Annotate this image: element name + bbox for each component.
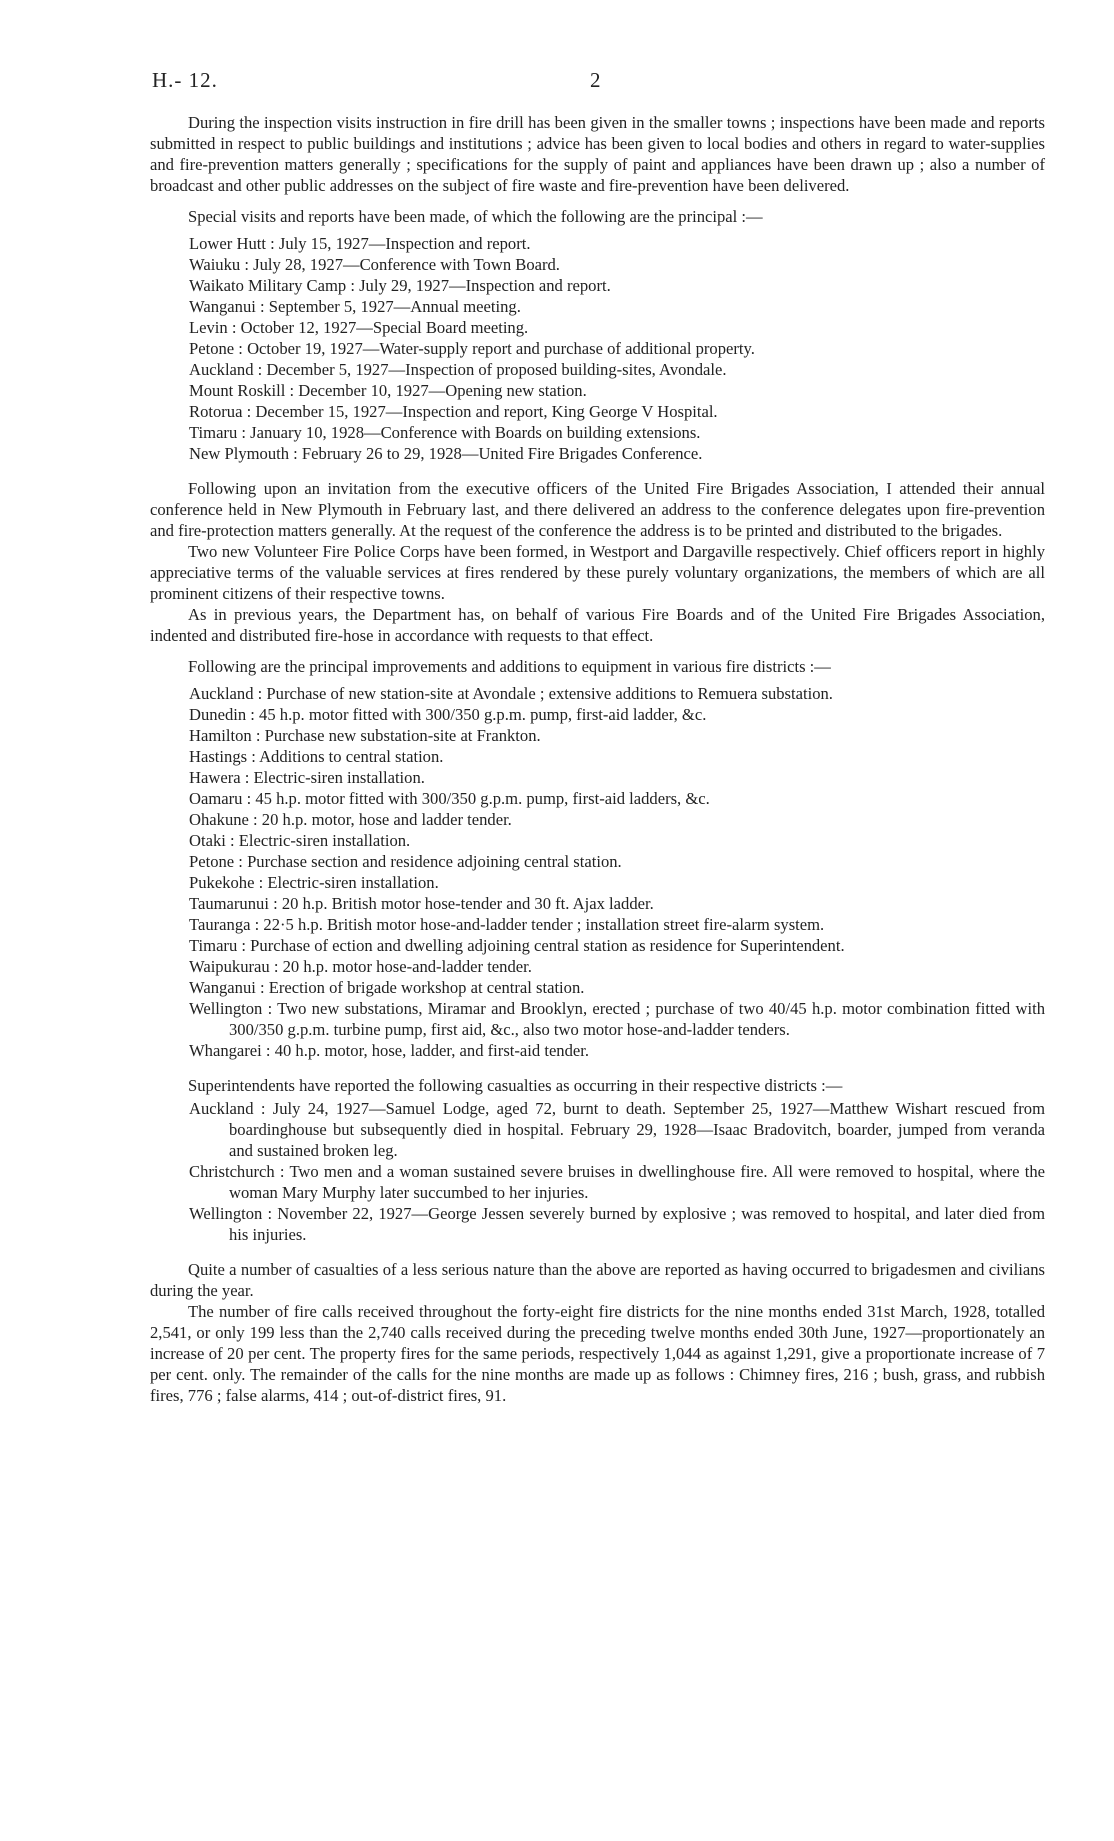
list-item: Petone : October 19, 1927—Water-supply report and purchase of additional property. <box>189 339 755 358</box>
fire-police-paragraph: Two new Volunteer Fire Police Corps have been formed, in Westport and Dargaville respectively. Chief officers report in highly appreciative terms of the valuable services at fires rendered by these purely voluntary organizations, the members of which are all prominent citizens of their respective towns. <box>150 542 1045 603</box>
list-item: Waiuku : July 28, 1927—Conference with Town Board. <box>189 255 560 274</box>
improvements-lead: Following are the principal improvements and additions to equipment in various fire districts :— <box>188 657 831 676</box>
list-item: Waikato Military Camp : July 29, 1927—Inspection and report. <box>189 276 611 295</box>
list-item: Wanganui : September 5, 1927—Annual meeting. <box>189 297 521 316</box>
list-item: Rotorua : December 15, 1927—Inspection and report, King George V Hospital. <box>189 402 718 421</box>
list-item: Oamaru : 45 h.p. motor fitted with 300/350 g.p.m. pump, first-aid ladders, &c. <box>189 789 710 808</box>
list-item: Wanganui : Erection of brigade workshop at central station. <box>189 978 585 997</box>
list-item: Auckland : Purchase of new station-site at Avondale ; extensive additions to Remuera substation. <box>189 684 833 703</box>
list-item: Mount Roskill : December 10, 1927—Opening new station. <box>189 381 587 400</box>
list-item: Auckland : July 24, 1927—Samuel Lodge, aged 72, burnt to death. September 25, 1927—Matthew Wishart rescued from boardinghouse but subsequently died in hospital. February 29, 1928—Isaac Bradovitch, boarder, jumped from veranda and sustained broken leg. <box>189 1099 1045 1160</box>
special-visits-lead: Special visits and reports have been made, of which the following are the principal :— <box>188 207 763 226</box>
list-item: Auckland : December 5, 1927—Inspection of proposed building-sites, Avondale. <box>189 360 727 379</box>
list-item: Petone : Purchase section and residence adjoining central station. <box>189 852 622 871</box>
list-item: Timaru : Purchase of ection and dwelling adjoining central station as residence for Superintendent. <box>189 936 845 955</box>
list-item: Levin : October 12, 1927—Special Board meeting. <box>189 318 529 337</box>
casualties-list <box>150 1098 1045 1245</box>
casualties-lead: Superintendents have reported the following casualties as occurring in their respective districts :— <box>188 1076 843 1095</box>
conference-paragraph: Following upon an invitation from the executive officers of the United Fire Brigades Association, I attended their annual conference held in New Plymouth in February last, and there delivered an address to the conference delegates upon fire-prevention and fire-protection matters generally. At the request of the conference the address is to be printed and distributed to the brigades. <box>150 479 1045 540</box>
list-item: Pukekohe : Electric-siren installation. <box>189 873 439 892</box>
document-page <box>150 62 1045 1406</box>
list-item: Whangarei : 40 h.p. motor, hose, ladder, and first-aid tender. <box>189 1041 590 1060</box>
list-item: Otaki : Electric-siren installation. <box>189 831 411 850</box>
fire-hose-paragraph: As in previous years, the Department has, on behalf of various Fire Boards and of the United Fire Brigades Association, indented and distributed fire-hose in accordance with requests to that effect. <box>150 605 1045 645</box>
list-item: Taumarunui : 20 h.p. British motor hose-tender and 30 ft. Ajax ladder. <box>189 894 654 913</box>
list-item: Dunedin : 45 h.p. motor fitted with 300/350 g.p.m. pump, first-aid ladder, &c. <box>189 705 707 724</box>
fire-calls-paragraph: The number of fire calls received throughout the forty-eight fire districts for the nine months ended 31st March, 1928, totalled 2,541, or only 199 less than the 2,740 calls received during the preceding twelve months ended 30th June, 1927—proportionately an increase of 20 per cent. The property fires for the same periods, respectively 1,044 as against 1,291, give a proportionate increase of 7 per cent. only. The remainder of the calls for the nine months are made up as follows : Chimney fires, 216 ; bush, grass, and rubbish fires, 776 ; false alarms, 414 ; out-of-district fires, 91. <box>150 1302 1045 1405</box>
list-item: Ohakune : 20 h.p. motor, hose and ladder tender. <box>189 810 512 829</box>
report-code: H.- 12. <box>152 68 218 92</box>
list-item: Hamilton : Purchase new substation-site at Frankton. <box>189 726 541 745</box>
list-item: Lower Hutt : July 15, 1927—Inspection and report. <box>189 234 531 253</box>
list-item: Timaru : January 10, 1928—Conference with Boards on building extensions. <box>189 423 701 442</box>
special-visits-list <box>150 233 1045 464</box>
page-header <box>150 62 1045 112</box>
list-item: Tauranga : 22·5 h.p. British motor hose-and-ladder tender ; installation street fire-alarm system. <box>189 915 825 934</box>
list-item: Christchurch : Two men and a woman sustained severe bruises in dwellinghouse fire. All were removed to hospital, where the woman Mary Murphy later succumbed to her injuries. <box>189 1162 1045 1202</box>
list-item: Hastings : Additions to central station. <box>189 747 444 766</box>
list-item: Wellington : November 22, 1927—George Jessen severely burned by explosive ; was removed to hospital, and later died from his injuries. <box>189 1204 1045 1244</box>
list-item: Hawera : Electric-siren installation. <box>189 768 425 787</box>
list-item: Wellington : Two new substations, Miramar and Brooklyn, erected ; purchase of two 40/45 h.p. motor combination fitted with 300/350 g.p.m. turbine pump, first aid, &c., also two motor hose-and-ladder tenders. <box>189 999 1045 1039</box>
list-item: Waipukurau : 20 h.p. motor hose-and-ladder tender. <box>189 957 532 976</box>
page-number: 2 <box>590 68 601 92</box>
list-item: New Plymouth : February 26 to 29, 1928—United Fire Brigades Conference. <box>189 444 703 463</box>
minor-casualties-paragraph: Quite a number of casualties of a less serious nature than the above are reported as having occurred to brigadesmen and civilians during the year. <box>150 1260 1045 1300</box>
improvements-list <box>150 683 1045 1061</box>
intro-paragraph: During the inspection visits instruction in fire drill has been given in the smaller towns ; inspections have been made and reports submitted in respect to public buildings and institutions ; advice has been given to local bodies and others in regard to water-supplies and fire-prevention matters generally ; specifications for the supply of paint and appliances have been drawn up ; also a number of broadcast and other public addresses on the subject of fire waste and fire-prevention have been delivered. <box>150 113 1045 195</box>
